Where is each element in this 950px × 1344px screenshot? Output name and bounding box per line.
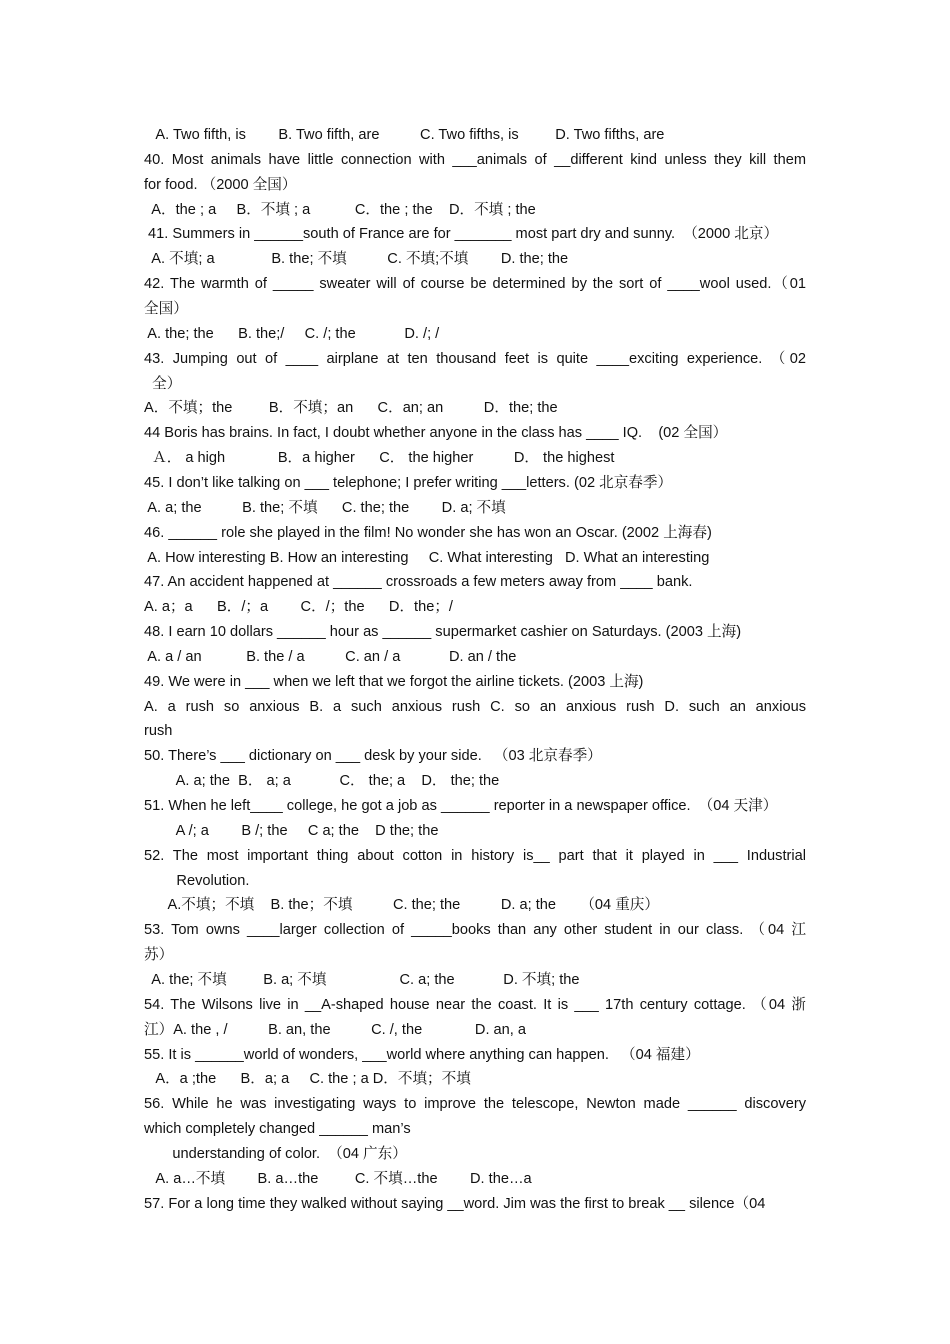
text-line: rush bbox=[144, 723, 173, 740]
text-line: A．不填；the B．不填；an C．an; an D．the; the bbox=[144, 400, 558, 417]
text-line: 50. There’s ___ dictionary on ___ desk by your side. （03 北京春季） bbox=[144, 748, 602, 765]
text-line: 57. For a long time they walked without saying __word. Jim was the first to break __ silence（04 bbox=[144, 1195, 766, 1212]
text-line: Revolution. bbox=[144, 872, 250, 889]
text-line: A. a; the B. the; 不填 C. the; the D. a; 不填 bbox=[144, 499, 506, 516]
text-line: A．the ; a B．不填 ; a C．the ; the D．不填 ; the bbox=[144, 201, 536, 218]
text-line: 48. I earn 10 dollars ______ hour as ______ supermarket cashier on Saturdays. (2003 上海) bbox=[144, 624, 742, 640]
text-line: 苏） bbox=[144, 947, 174, 964]
text-line: 54. The Wilsons live in __A-shaped house near the coast. It is ___ 17th century cottage. （04 浙 bbox=[144, 996, 806, 1013]
text-line: 40. Most animals have little connection with ___animals of __different kind unless they kill them bbox=[144, 151, 806, 168]
text-line: Ａ． a high B．a higher C． the higher D． the highest bbox=[144, 450, 615, 467]
text-line: 44 Boris has brains. In fact, I doubt whether anyone in the class has ____ IQ. (02 全国） bbox=[144, 425, 728, 442]
text-line: 全） bbox=[144, 375, 182, 392]
text-line: 45. I don’t like talking on ___ telephone; I prefer writing ___letters. (02 北京春季） bbox=[144, 474, 673, 491]
text-line: 55. It is ______world of wonders, ___world where anything can happen. （04 福建） bbox=[144, 1046, 700, 1063]
text-line: for food. （2000 全国） bbox=[144, 176, 297, 193]
text-line: 53. Tom owns ____larger collection of _____books than any other student in our class. （04 江 bbox=[144, 922, 806, 939]
text-line: 42. The warmth of _____ sweater will of course be determined by the sort of ____wool used.（01 bbox=[144, 276, 806, 293]
text-line: 47. An accident happened at ______ crossroads a few meters away from ____ bank. bbox=[144, 574, 693, 591]
text-line: A.不填；不填 B. the；不填 C. the; the D. a; the （04 重庆） bbox=[144, 897, 659, 914]
text-line: 全国） bbox=[144, 301, 188, 317]
text-line: A. the; 不填 B. a; 不填 C. a; the D. 不填; the bbox=[144, 971, 580, 988]
text-line: understanding of color. （04 广东） bbox=[144, 1145, 407, 1162]
text-line: 56. While he was investigating ways to improve the telescope, Newton made ______ discovery bbox=[144, 1096, 806, 1113]
text-line: A. a…不填 B. a…the C. 不填…the D. the…a bbox=[144, 1170, 532, 1187]
text-line: 43. Jumping out of ____ airplane at ten thousand feet is quite ____exciting experience. （02 bbox=[144, 350, 806, 367]
text-line: 江）A. the , / B. an, the C. /, the D. an, a bbox=[144, 1021, 527, 1038]
text-line: A. Two fifth, is B. Two fifth, are C. Two fifths, is D. Two fifths, are bbox=[144, 127, 665, 143]
text-line: which completely changed ______ man’s bbox=[144, 1121, 411, 1137]
text-line: A. a rush so anxious B. a such anxious rush C. so an anxious rush D. such an anxious bbox=[144, 698, 806, 715]
text-line: A. the; the B. the;/ C. /; the D. /; / bbox=[144, 325, 440, 342]
text-line: A．a ;the B．a; a C. the ; a D．不填；不填 bbox=[144, 1071, 471, 1088]
text-line: 49. We were in ___ when we left that we forgot the airline tickets. (2003 上海) bbox=[144, 673, 644, 690]
text-line: A. a; the B． a; a C． the; a D． the; the bbox=[144, 773, 500, 790]
text-line: A /; a B /; the C a; the D the; the bbox=[144, 822, 439, 839]
text-line: 41. Summers in ______south of France are for _______ most part dry and sunny. （2000 北京） bbox=[144, 226, 779, 243]
text-line: A. a；a B．/；a C．/；the D．the；/ bbox=[144, 599, 453, 616]
text-line: A. 不填; a B. the; 不填 C. 不填;不填 D. the; the bbox=[144, 251, 569, 268]
text-line: A. How interesting B. How an interesting C. What interesting D. What an interesting bbox=[144, 549, 710, 566]
text-line: 52. The most important thing about cotton in history is__ part that it played in ___ Industrial bbox=[144, 847, 806, 864]
text-line: A. a / an B. the / a C. an / a D. an / the bbox=[144, 648, 517, 665]
text-line: 46. ______ role she played in the film! No wonder she has won an Oscar. (2002 上海春) bbox=[144, 524, 712, 541]
text-line: 51. When he left____ college, he got a job as ______ reporter in a newspaper office. （04 天津） bbox=[144, 798, 778, 814]
